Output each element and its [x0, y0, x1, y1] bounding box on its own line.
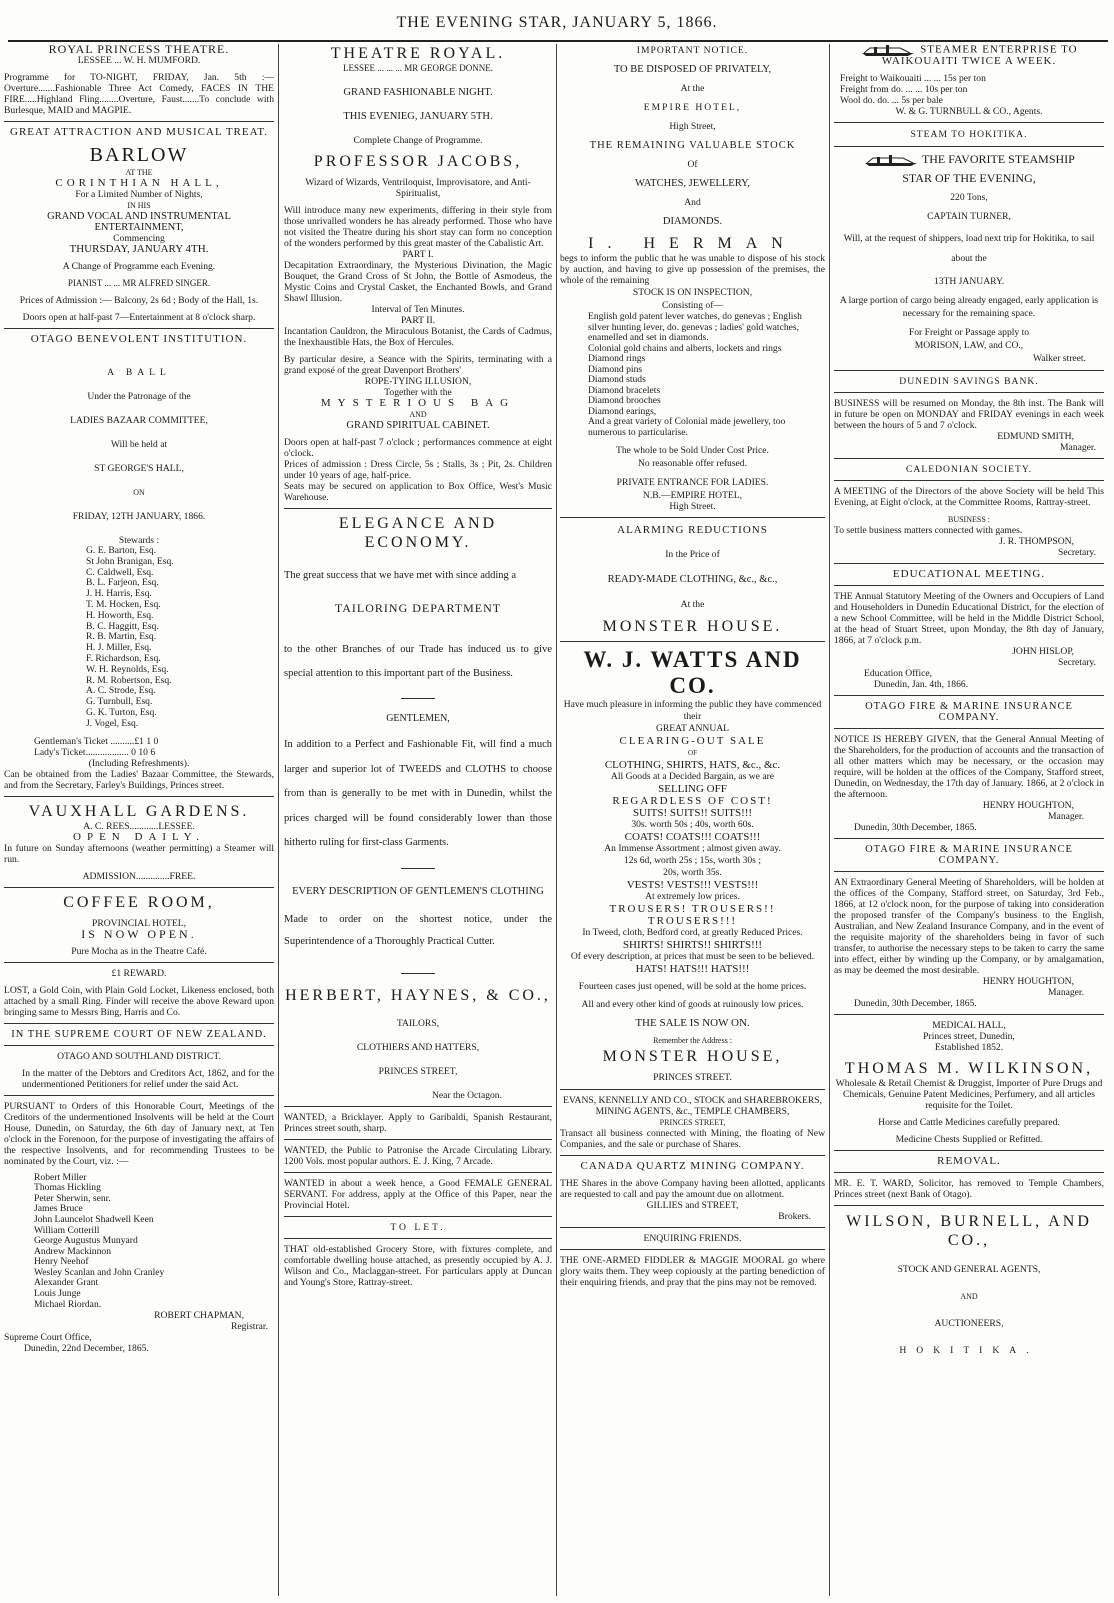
ad-line: HENRY HOUGHTON, — [982, 976, 1074, 988]
ad-line: High Street. — [669, 501, 716, 512]
ad-royal-princess-theatre — [4, 44, 274, 116]
ad-title: STEAM TO HOKITIKA. — [910, 129, 1028, 140]
ad-title: EDUCATIONAL MEETING. — [892, 568, 1046, 581]
ad-line: IN HIS — [127, 201, 151, 210]
insolvent-name: Robert Miller — [34, 1171, 87, 1183]
insolvent-name: James Bruce — [34, 1203, 83, 1215]
ad-line: In addition to a Perfect and Fashionable Fit, will find a much larger and superior lot of TWEEDS and CLOTHS to choose from than is generally to be met with in Dunedin, whilst the prices charged will be found considerably lower than those hitherto ruling for first-class Garments. — [284, 739, 552, 848]
steward-name: H. J. Miller, Esq. — [86, 642, 152, 654]
ad-line: AUCTIONEERS, — [934, 1318, 1004, 1330]
ad-line: PRINCES STREET, — [378, 1065, 458, 1077]
ad-title: MEDICAL HALL, — [932, 1020, 1006, 1032]
ad-line: Princes street, Dunedin, — [923, 1031, 1015, 1043]
ad-line: PART I. — [402, 249, 434, 260]
ad-line: And — [684, 197, 701, 208]
ad-steamer-enterprise — [834, 44, 1104, 117]
ad-line: Freight from do. ... ... 10s per ton — [840, 84, 968, 95]
masthead-rule — [8, 40, 1108, 42]
ad-line: THE FAVORITE STEAMSHIP — [921, 152, 1075, 166]
ad-line: TAILORS, — [396, 1017, 440, 1029]
ad-evans-kennelly — [560, 1095, 825, 1150]
steward-name: G. E. Barton, Esq. — [86, 545, 157, 556]
ad-title: COFFEE ROOM, — [63, 893, 215, 911]
ad-line: EMPIRE HOTEL, — [643, 102, 742, 113]
ad-line: Will, at the request of shippers, load next trip for Hokitika, to sail about the — [843, 233, 1095, 265]
ad-line: CLOTHING, SHIRTS, HATS, &c., &c. — [604, 759, 781, 771]
ad-line: PRINCES STREET. — [653, 1072, 732, 1083]
ad-line: Prices of admission : Dress Circle, 5s ; Stalls, 3s ; Pit, 2s. Children under 10 years of age, half-price. — [284, 459, 552, 481]
stock-item: Diamond earings, — [588, 405, 657, 417]
steward-name: B. L. Farjeon, Esq. — [86, 577, 159, 589]
ad-canada-quartz — [560, 1161, 825, 1222]
ad-title: CANADA QUARTZ MINING COMPANY. — [580, 1160, 805, 1172]
ad-barlow — [4, 127, 274, 323]
ad-line: NOTICE IS HEREBY GIVEN, that the General Annual Meeting of the Shareholders, for the production of accounts and the transaction of all other matters which may be necessary, or the occasion may require, will be holden at the offices of the Company, Stafford street, Dunedin, on Wednesday, the 17th day of January. 1866, at 2 o'clock in the afternoon. — [834, 734, 1104, 801]
ad-line: (Including Refreshments). — [88, 757, 190, 769]
column-divider — [556, 44, 557, 1596]
ad-to-let-title: TO LET. — [390, 1221, 446, 1233]
ad-line: READY-MADE CLOTHING, &c., &c., — [607, 574, 778, 585]
ad-line: Near the Octagon. — [431, 1089, 502, 1101]
ad-line: W. & G. TURNBULL & CO., Agents. — [895, 106, 1043, 117]
ad-line: Decapitation Extraordinary, the Mysterious Divination, the Magic Bouquet, the Grand Cross of St John, the Bottle of Asmodeus, the Mystic Coins and Crystal Casket, the Enchanted Bowls, and Grand Shawl Illusion. — [284, 260, 552, 304]
steamship-icon — [863, 154, 919, 166]
ad-enquiring-friends — [560, 1233, 825, 1288]
ad-lessee: LESSEE ... W. H. MUMFORD. — [77, 55, 201, 66]
ad-line: MONSTER HOUSE. — [602, 618, 783, 635]
ad-line: MORISON, LAW, and CO., — [914, 340, 1024, 352]
ad-line: STOCK IS ON INSPECTION, — [632, 287, 753, 298]
ad-name: BARLOW — [89, 144, 189, 166]
ad-title: THEATRE ROYAL. — [330, 45, 506, 62]
insolvent-name: Wesley Scanlan and John Cranley — [34, 1266, 165, 1278]
ad-line: 30s. worth 50s ; 40s, worth 60s. — [631, 819, 754, 830]
column-3 — [560, 44, 825, 1599]
ad-line: Dunedin, 30th December, 1865. — [854, 998, 977, 1010]
masthead: THE EVENING STAR, JANUARY 5, 1866. — [396, 14, 718, 31]
ad-line: Registrar. — [230, 1321, 268, 1333]
ad-line: TAILORING DEPARTMENT — [334, 601, 502, 615]
ad-line: STOCK AND GENERAL AGENTS, — [897, 1264, 1041, 1276]
ad-line: PROFESSOR JACOBS, — [313, 153, 523, 170]
column-1 — [4, 44, 274, 1599]
ad-line: At the — [680, 83, 705, 94]
ad-line: MR. E. T. WARD, Solicitor, has removed to Temple Chambers, Princes street (next Bank of Otago). — [834, 1178, 1104, 1201]
ad-important-notice — [560, 44, 825, 512]
ad-otago-fire-1 — [834, 701, 1104, 833]
ad-line: OPEN DAILY. — [73, 830, 205, 843]
ad-line: Dunedin, 30th December, 1865. — [854, 822, 977, 834]
ad-line: DIAMONDS. — [662, 216, 723, 227]
stock-item: Diamond studs — [588, 374, 646, 385]
ad-line: CAPTAIN TURNER, — [927, 211, 1011, 223]
ad-line: Secretary. — [1058, 657, 1096, 669]
ad-line: SELLING OFF — [658, 783, 727, 795]
ad-line: TROUSERS!!! — [647, 915, 738, 927]
ad-educational — [834, 569, 1104, 690]
ad-line: PROVINCIAL HOTEL, — [92, 917, 186, 929]
ad-title: STEAMER ENTERPRISE TO WAIKOUAITI TWICE A WEEK. — [881, 44, 1078, 67]
ad-line: OTAGO AND SOUTHLAND DISTRICT. — [57, 1050, 221, 1062]
ad-line: Wholesale & Retail Chemist & Druggist, Importer of Pure Drugs and Chemicals, Genuine Patent Medicines, Perfumery, and all articles requisite for the Toilet. — [835, 1078, 1103, 1112]
ad-otago-fire-2 — [834, 844, 1104, 1009]
ad-line: Have much pleasure in informing the public they have commenced their — [563, 699, 822, 722]
insolvent-name: Henry Neehof — [34, 1256, 89, 1268]
ad-line: THE REMAINING VALUABLE STOCK — [589, 140, 796, 151]
ad-vauxhall — [4, 802, 274, 882]
ad-line: Freight to Waikouaiti ... ... 15s per ton — [840, 73, 986, 84]
ad-line: Doors open at half-past 7 o'clock ; performances commence at eight o'clock. — [284, 437, 552, 459]
ad-line: HATS! HATS!!! HATS!!! — [635, 963, 750, 975]
steward-name: G. Turnbull, Esq. — [86, 696, 153, 708]
ad-line: FRIDAY, 12TH JANUARY, 1866. — [72, 511, 206, 522]
ad-line: Supreme Court Office, — [4, 1332, 92, 1344]
ad-line: PRINCES STREET, — [659, 1118, 726, 1127]
ad-line: I. HERMAN — [588, 235, 797, 252]
ad-title: £1 REWARD. — [111, 967, 167, 979]
ad-line: Brokers. — [778, 1211, 811, 1222]
ad-line: LOST, a Gold Coin, with Plain Gold Locket, Likeness enclosed, both attached by a small Ring. Finder will receive the above Reward upon bringing same to Messrs Bing, Harris and Co. — [4, 984, 274, 1018]
ad-theatre-royal — [284, 44, 552, 503]
ad-line: Seats may be secured on application to Box Office, West's Music Warehouse. — [284, 481, 552, 503]
ad-line: The great success that we have met with since adding a — [284, 570, 517, 581]
ad-line: Medicine Chests Supplied or Refitted. — [895, 1134, 1043, 1146]
insolvents-list — [4, 1173, 274, 1311]
ad-line: In the matter of the Debtors and Creditors Act, 1862, and for the undermentioned Petitioners for relief under the said Act. — [22, 1067, 274, 1090]
ad-wanted-bricklayer: WANTED, a Bricklayer. Apply to Garibaldi, Spanish Restaurant, Princes street south, sharp. — [284, 1111, 552, 1134]
ad-line: SUITS! SUITS!! SUITS!!! — [632, 807, 753, 819]
ad-line: Commencing — [113, 233, 165, 244]
ad-line: HENRY HOUGHTON, — [982, 800, 1074, 812]
ad-line: Doors open at half-past 7—Entertainment at 8 o'clock sharp. — [22, 312, 256, 323]
ad-line: JOHN HISLOP, — [1012, 646, 1074, 658]
ad-line: Lady's Ticket.................. 0 10 6 — [34, 746, 156, 758]
ad-title: ELEGANCE AND ECONOMY. — [338, 515, 498, 551]
ad-line: Interval of Ten Minutes. — [371, 304, 465, 315]
ad-line: AND — [960, 1292, 978, 1302]
column-4 — [834, 44, 1104, 1599]
ad-line: THE ONE-ARMED FIDDLER & MAGGIE MOORAL go where glory waits them. They weep copiously at the parting benediction of their enquiring friends, and pray that the pins may not be removed. — [560, 1255, 825, 1288]
ad-steam-hokitika — [834, 128, 1104, 365]
ad-to-let-body: THAT old-established Grocery Store, with fixtures complete, and comfortable dwelling house attached, as presently occupied by A. J. Wilson and Co., Maclaggan-street. For particulars apply at Duncan and Young's Store, Rattray-street. — [284, 1243, 552, 1288]
ad-savings-bank — [834, 376, 1104, 453]
insolvent-name: John Launcelot Shadwell Keen — [34, 1213, 154, 1225]
stewards-list — [4, 546, 274, 730]
insolvent-name: Alexander Grant — [34, 1277, 99, 1289]
ad-medical-hall — [834, 1020, 1104, 1145]
steward-name: H. Howorth, Esq. — [86, 609, 154, 621]
ad-body: Programme for TO-NIGHT, FRIDAY, Jan. 5th :—Overture.......Fashionable Three Act Comedy, FACES IN THE FIRE.....Highland Fling........Overture, Faust.......To conclude with Burlesque, MAID and MAGPIE. — [4, 72, 274, 116]
ad-title: IN THE SUPREME COURT OF NEW ZEALAND. — [11, 1028, 267, 1040]
ad-otago-benevolent — [4, 334, 274, 791]
ad-line: IS NOW OPEN. — [81, 926, 197, 941]
ad-title: WILSON, BURNELL, AND CO., — [846, 1213, 1092, 1250]
ad-line: STAR OF THE EVENING, — [902, 171, 1036, 186]
ad-line: Education Office, — [864, 668, 933, 680]
ad-line: Wizard of Wizards, Ventriloquist, Improvisatore, and Anti-Spiritualist, — [305, 177, 531, 199]
ad-line: A MEETING of the Directors of the above Society will be held This Evening, at Eight o'clock, at the Committee Rooms, Rattray-street. — [834, 486, 1104, 509]
ad-line: Made to order on the shortest notice, under the Superintendence of a Thoroughly Practical Cutter. — [284, 913, 552, 947]
steward-name: F. Richardson, Esq. — [86, 652, 161, 664]
ad-line: LESSEE ... ... ... MR GEORGE DONNE. — [343, 63, 493, 73]
ad-line: At the — [680, 599, 705, 610]
stock-item: English gold patent lever watches, do genevas ; English silver hunting lever, do. genevas ; ladies' gold watches, enamelled and set in diamonds. — [588, 311, 802, 343]
ad-line: A BALL — [107, 367, 171, 378]
ad-line: TROUSERS! TROUSERS!! — [609, 903, 776, 915]
ad-line: A large portion of cargo being already engaged, early application is necessary for the remaining space. — [839, 295, 1099, 320]
ad-line: Manager. — [1048, 987, 1084, 999]
ad-line: to the other Branches of our Trade has induced us to give special attention to this important part of the Business. — [284, 644, 552, 679]
steward-name: G. K. Turton, Esq. — [86, 706, 157, 718]
stock-item: Diamond rings — [588, 353, 646, 364]
ad-line: No reasonable offer refused. — [637, 458, 748, 469]
ad-line: Together with the — [384, 387, 452, 398]
ad-removal — [834, 1156, 1104, 1200]
ad-line: Remember the Address : — [653, 1036, 732, 1045]
stock-item: Diamond pins — [588, 363, 643, 375]
ad-line: EVERY DESCRIPTION OF GENTLEMEN'S CLOTHING — [292, 885, 544, 897]
column-2 — [284, 44, 552, 1599]
ad-line: TO BE DISPOSED OF PRIVATELY, — [613, 64, 772, 75]
ad-line: COATS! COATS!!! COATS!!! — [624, 831, 761, 843]
ad-line: A. C. REES............LESSEE. — [83, 820, 195, 832]
ad-line: For a Limited Number of Nights, — [75, 189, 203, 200]
ad-line: Pure Mocha as in the Theatre Café. — [71, 945, 207, 957]
ad-line: SHIRTS! SHIRTS!! SHIRTS!!! — [622, 939, 763, 951]
ad-line: VESTS! VESTS!!! VESTS!!! — [626, 879, 759, 891]
ad-line: HOKITIKA. — [899, 1345, 1039, 1357]
ad-line: BUSINESS will be resumed on Monday, the 8th inst. The Bank will in future be open on MONDAY and FRIDAY evenings in each week between the hours of 5 and 7 o'clock. — [834, 398, 1104, 432]
ad-line: Complete Change of Programme. — [353, 135, 483, 146]
ad-line: WATCHES, JEWELLERY, — [634, 178, 750, 189]
ad-wanted-library: WANTED, the Public to Patronise the Arcade Circulating Library. 1200 Vols. most popular authors. E. J. King, 7 Arcade. — [284, 1144, 552, 1167]
ad-line: 13TH JANUARY. — [933, 276, 1005, 288]
steward-name: J. Vogel, Esq. — [86, 717, 139, 729]
ad-line: MYSTERIOUS BAG — [320, 397, 516, 409]
ad-line: Can be obtained from the Ladies' Bazaar Committee, the Stewards, and from the Secretary, Farley's Buildings, Princes street. — [4, 768, 274, 791]
ad-line: A Change of Programme each Evening. — [62, 261, 216, 272]
ad-wanted-servant: WANTED in about a week hence, a Good FEMALE GENERAL SERVANT. For address, apply at the Office of this Paper, near the Provincial Hotel. — [284, 1177, 552, 1211]
insolvent-name: Louis Junge — [34, 1288, 81, 1300]
ad-title: OTAGO FIRE & MARINE INSURANCE COMPANY. — [865, 701, 1073, 724]
ad-line: GENTLEMEN, — [386, 713, 450, 724]
ad-line: Will introduce many new experiments, differing in their style from those unrivalled wonders he has already performed. Those who have not visited the Theatre during his short stay can form no conception of the wonders performed by this great master of the Cabalistic Art. — [284, 205, 552, 249]
ad-line: Of every description, at prices that must be seen to be believed. — [570, 951, 815, 962]
ad-line: By particular desire, a Seance with the Spirits, terminating with a grand exposé of the great Davenport Brothers' — [284, 354, 552, 376]
steward-name: R. M. Robertson, Esq. — [86, 674, 172, 686]
freight-row — [834, 73, 1104, 84]
ad-line: Dunedin, Jan. 4th, 1866. — [874, 679, 969, 691]
steward-name: W. H. Reynolds, Esq. — [86, 663, 169, 675]
ad-line: At extremely low prices. — [645, 891, 740, 902]
ad-line: In the Price of — [665, 549, 720, 560]
ad-line: REGARDLESS OF COST! — [612, 795, 773, 807]
insolvent-name: George Augustus Munyard — [34, 1235, 138, 1247]
ad-line: EVANS, KENNELLY AND CO., STOCK and SHAREBROKERS, MINING AGENTS, &c., TEMPLE CHAMBERS, — [563, 1095, 822, 1117]
steward-name: T. M. Hocken, Esq. — [86, 598, 161, 610]
ad-line: THIS EVENIEG, JANUARY 5TH. — [343, 111, 493, 122]
ad-line: GRAND FASHIONABLE NIGHT. — [343, 87, 493, 98]
ad-line: LADIES BAZAAR COMMITTEE, — [70, 415, 208, 426]
stock-item: Colonial gold chains and alberts, lockets and rings — [588, 342, 782, 354]
ad-line: Dunedin, 22nd December, 1865. — [24, 1343, 149, 1355]
ad-title: REMOVAL. — [937, 1155, 1001, 1168]
ad-line: Horse and Cattle Medicines carefully prepared. — [878, 1117, 1060, 1129]
insolvent-name: William Cotterill — [34, 1224, 100, 1236]
ad-supreme-court — [4, 1029, 274, 1355]
ad-line: All Goods at a Decided Bargain, as we are — [610, 771, 775, 782]
ad-line: Secretary. — [1058, 547, 1096, 559]
ad-title: GREAT ATTRACTION AND MUSICAL TREAT. — [10, 126, 268, 138]
ad-line: ROBERT CHAPMAN, — [154, 1310, 244, 1322]
ad-line: CLOTHIERS AND HATTERS, — [356, 1041, 480, 1053]
ad-lost — [4, 968, 274, 1018]
ad-line: Transact all business connected with Mining, the floating of New Companies, and the sale or purchase of Shares. — [560, 1128, 825, 1150]
ad-line: GRAND VOCAL AND INSTRUMENTAL ENTERTAINMENT, — [47, 211, 231, 233]
ad-line: PIANIST ... ... MR ALFRED SINGER. — [67, 278, 211, 288]
insolvent-name: Andrew Mackinnon — [34, 1245, 111, 1257]
ad-line: In Tweed, cloth, Bedford cord, at greatly Reduced Prices. — [582, 927, 803, 938]
ad-title: VAUXHALL GARDENS. — [28, 802, 250, 820]
ad-title: CALEDONIAN SOCIETY. — [906, 464, 1032, 476]
insolvent-name: Thomas Hickling — [34, 1182, 101, 1194]
ad-title: OTAGO FIRE & MARINE INSURANCE COMPANY. — [865, 844, 1073, 867]
ad-title: OTAGO BENEVOLENT INSTITUTION. — [30, 333, 248, 345]
steward-name: R. B. Martin, Esq. — [86, 631, 157, 643]
ad-line: Fourteen cases just opened, will be sold at the home prices. — [578, 981, 807, 992]
ad-line: THURSDAY, JANUARY 4TH. — [69, 243, 209, 255]
ad-line: To settle business matters connected with games. — [834, 525, 1023, 537]
ad-line: THOMAS M. WILKINSON, — [844, 1060, 1094, 1078]
ad-line: An Immense Assortment ; almost given away. — [604, 843, 781, 854]
ad-line: 12s 6d, worth 25s ; 15s, worth 30s ; — [624, 855, 761, 866]
ad-wilson-burnell — [834, 1212, 1104, 1358]
ad-line: In future on Sunday afternoons (weather permitting) a Steamer will run. — [4, 842, 274, 865]
ad-line: THE Annual Statutory Meeting of the Owners and Occupiers of Land and Householders in Dunedin Educational District, for the election of a new School Committee, will be held in the Middle District School, at the head of Stuart Street, upon Monday, the 8th day of January, 1866, at 7 o'clock p.m. — [834, 591, 1104, 647]
ad-line: ADMISSION..............FREE. — [82, 870, 196, 882]
ad-line: GRAND SPIRITUAL CABINET. — [346, 420, 490, 431]
ad-line: ON — [133, 488, 145, 497]
insolvent-name: Peter Sherwin, senr. — [34, 1192, 111, 1204]
ad-monster-house — [560, 524, 825, 1084]
ad-line: Under the Patronage of the — [87, 391, 191, 402]
steward-name: B. C. Haggitt, Esq. — [86, 620, 159, 632]
column-divider — [829, 44, 830, 1596]
ad-line: CLEARING-OUT SALE — [619, 735, 766, 747]
ad-line: Will be held at — [110, 439, 168, 450]
ad-line: OF — [688, 749, 697, 757]
ad-line: ROPE-TYING ILLUSION, — [364, 376, 472, 387]
ad-line: Of — [687, 159, 698, 170]
ad-line: ST GEORGE'S HALL, — [94, 463, 184, 474]
ad-line: High Street, — [669, 121, 716, 132]
ad-line: 220 Tons, — [950, 192, 988, 204]
ad-line: PART II. — [400, 315, 436, 326]
column-divider — [278, 44, 279, 1596]
ad-line: BUSINESS : — [947, 515, 990, 525]
ad-line: GREAT ANNUAL — [655, 723, 730, 734]
steward-name: C. Caldwell, Esq. — [86, 566, 154, 578]
stock-item: Diamond brooches — [588, 395, 661, 406]
ad-line: AN Extraordinary General Meeting of Shareholders, will be holden at the offices of the Company, Stafford street, on Saturday, 3rd Feb., 1866, at 12 o'clock noon, for the purpose of taking into consideration the proposed transfer of the Company's business to the English, Australian, and New Zealand Insurance Company, and in the event of the requisite majority of the shareholders being in favor of such transfer, to authorise the necessary steps to be taken to carry the same into effect, either by winding up the Company, or by amalgamation, as may be deemed the most desirable. — [834, 877, 1104, 977]
ad-caledonian — [834, 464, 1104, 558]
ad-coffee-room — [4, 893, 274, 957]
ad-line: Incantation Cauldron, the Miraculous Botanist, the Cards of Cadmus, the Inexhaustible Hats, the Box of Hercules. — [284, 326, 552, 348]
ad-line: GILLIES and STREET, — [646, 1200, 739, 1211]
ad-line: Manager. — [1060, 442, 1096, 454]
stock-item: Diamond bracelets — [588, 384, 661, 396]
ad-title: HERBERT, HAYNES, & CO., — [285, 986, 551, 1004]
steward-name: A. C. Strode, Esq. — [86, 685, 156, 697]
ad-line: Walker street. — [1032, 353, 1086, 365]
ad-title: ENQUIRING FRIENDS. — [643, 1233, 742, 1244]
ad-line: CORINTHIAN HALL, — [55, 177, 223, 189]
ad-line: Established 1852. — [934, 1042, 1004, 1054]
ad-elegance-economy — [284, 514, 552, 974]
stock-list — [560, 312, 825, 438]
ad-line: MONSTER HOUSE, — [602, 1048, 783, 1065]
ad-line: 20s, worth 35s. — [663, 867, 722, 878]
ad-line: THE Shares in the above Company having been allotted, applicants are requested to call and pay the amount due on allotment. — [560, 1178, 825, 1200]
ad-line: Wool do. do. ... 5s per bale — [840, 95, 943, 106]
ad-line: THE SALE IS NOW ON. — [635, 1017, 750, 1029]
ad-line: begs to inform the public that he was unable to dispose of his stock by auction, and having to give up possession of the premises, the whole of the remaining — [560, 253, 825, 286]
ad-title: ALARMING REDUCTIONS — [617, 524, 768, 536]
ad-line: N.B.—EMPIRE HOTEL, — [642, 490, 743, 501]
stock-item: And a great variety of Colonial made jewellery, too numerous to particularise. — [588, 416, 786, 438]
ad-title: DUNEDIN SAVINGS BANK. — [899, 376, 1039, 388]
ad-line: J. R. THOMPSON, — [999, 536, 1074, 548]
insolvent-name: Michael Riordan. — [34, 1298, 102, 1310]
ad-line: PURSUANT to Orders of this Honorable Court, Meetings of the Creditors of the undermentioned Insolvents will be held at the Court House, Dunedin, on Saturday, the 6th day of January next, at Ten o'clock in the Forenoon, for the purpose of investigating the affairs of the respective Insolvents, and for recommending Trustees to be nominated by the Court, viz. :— — [4, 1100, 274, 1167]
ad-line: For Freight or Passage apply to — [908, 327, 1030, 339]
ad-line: AT THE — [125, 168, 153, 177]
ad-title: ROYAL PRINCESS THEATRE. — [48, 44, 230, 56]
steward-name: J. H. Harris, Esq. — [86, 588, 152, 600]
ad-line: AND — [409, 410, 427, 419]
ad-line: W. J. WATTS AND CO. — [583, 647, 802, 698]
ad-line: Gentleman's Ticket ..........£1 1 0 — [34, 735, 159, 747]
ad-line: Prices of Admission :— Balcony, 2s 6d ; Body of the Hall, 1s. — [19, 295, 259, 306]
ad-line: All and every other kind of goods at ruinously low prices. — [581, 999, 804, 1010]
ad-line: Consisting of— — [661, 300, 724, 311]
ad-herbert-haynes — [284, 986, 552, 1101]
ad-title: IMPORTANT NOTICE. — [636, 45, 749, 56]
ad-line: PRIVATE ENTRANCE FOR LADIES. — [616, 477, 769, 488]
ad-line: The whole to be Sold Under Cost Price. — [616, 445, 769, 456]
steward-name: St John Branigan, Esq. — [86, 555, 174, 567]
ad-line: Manager. — [1048, 811, 1084, 823]
ad-line: Stewards : — [118, 535, 160, 546]
ad-line: EDMUND SMITH, — [997, 431, 1074, 443]
